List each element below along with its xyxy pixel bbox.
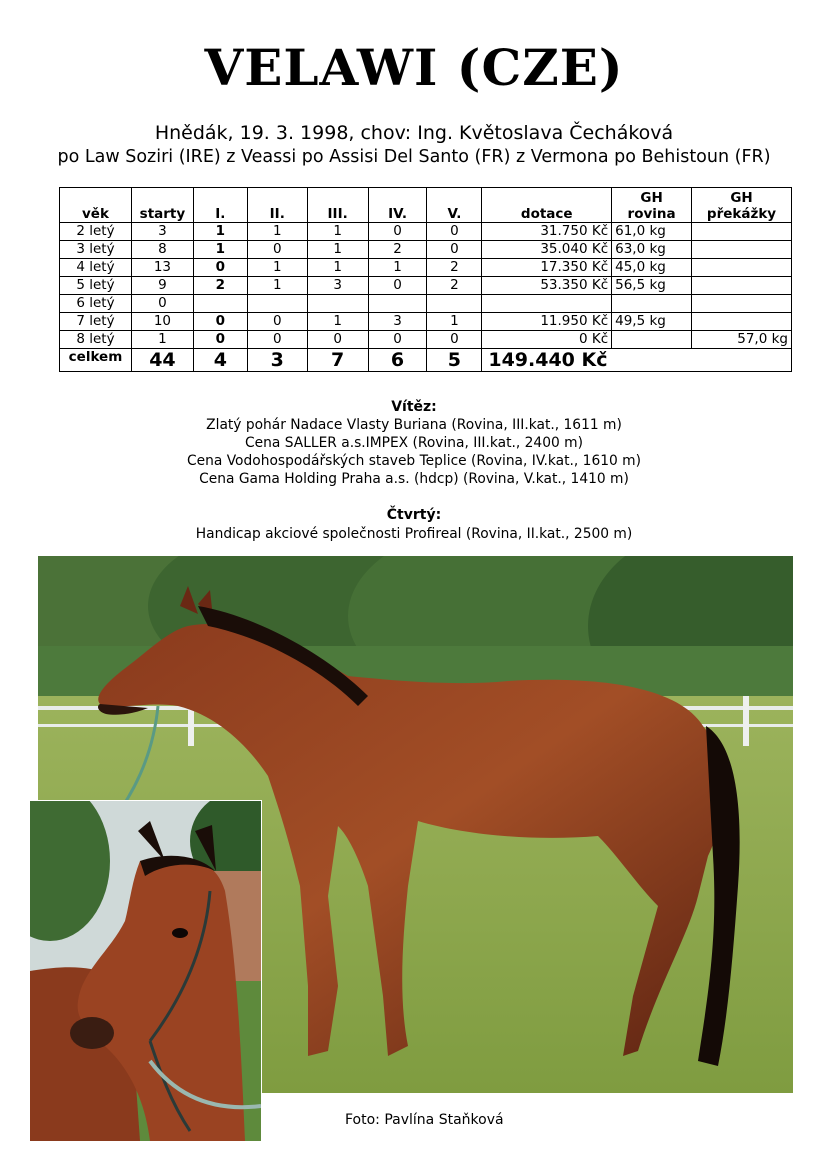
header-starts: starty — [131, 188, 193, 223]
table-cell: 3 — [368, 313, 427, 331]
total-starts: 44 — [131, 349, 193, 372]
table-cell: 0 — [307, 331, 368, 349]
table-cell — [482, 295, 612, 313]
table-cell: 2 — [193, 277, 247, 295]
race-stats-table — [59, 187, 792, 372]
table-cell: 2 — [427, 277, 482, 295]
table-cell: 0 — [247, 241, 307, 259]
pedigree-line: po Law Soziri (IRE) z Veassi po Assisi Del Santo (FR) z Vermona po Behistoun (FR) — [57, 147, 771, 167]
table-cell: 4 letý — [60, 259, 132, 277]
table-cell: 1 — [131, 331, 193, 349]
table-cell: 1 — [193, 223, 247, 241]
table-cell — [692, 241, 792, 259]
horse-info-line: Hnědák, 19. 3. 1998, chov: Ing. Květoslava Čecháková — [154, 122, 674, 144]
table-cell: 0 — [427, 223, 482, 241]
total-prize: 149.440 Kč — [482, 349, 792, 372]
table-cell — [193, 295, 247, 313]
header-gh-jumps: GH překážky — [692, 188, 792, 223]
table-cell: 9 — [131, 277, 193, 295]
table-cell — [612, 295, 692, 313]
total-fourth: 6 — [368, 349, 427, 372]
table-row — [60, 223, 792, 241]
winner-race: Cena Gama Holding Praha a.s. (hdcp) (Rovina, V.kat., 1410 m) — [199, 471, 629, 487]
total-second: 3 — [247, 349, 307, 372]
table-cell: 6 letý — [60, 295, 132, 313]
table-cell: 3 letý — [60, 241, 132, 259]
table-cell — [692, 223, 792, 241]
table-cell: 0 — [427, 241, 482, 259]
table-cell: 0 — [368, 223, 427, 241]
table-row — [60, 277, 792, 295]
table-cell: 1 — [247, 223, 307, 241]
table-cell: 1 — [247, 259, 307, 277]
table-cell: 1 — [307, 241, 368, 259]
table-cell: 63,0 kg — [612, 241, 692, 259]
header-first: I. — [193, 188, 247, 223]
winner-race: Cena SALLER a.s.IMPEX (Rovina, III.kat., 2400 m) — [245, 435, 583, 451]
table-cell: 0 — [193, 331, 247, 349]
table-cell: 0 — [131, 295, 193, 313]
table-cell — [612, 331, 692, 349]
table-cell: 49,5 kg — [612, 313, 692, 331]
photo-caption: Foto: Pavlína Staňková — [345, 1112, 504, 1128]
table-header-row — [60, 188, 792, 223]
table-cell: 61,0 kg — [612, 223, 692, 241]
table-cell: 13 — [131, 259, 193, 277]
total-third: 7 — [307, 349, 368, 372]
table-cell: 8 letý — [60, 331, 132, 349]
header-age: věk — [60, 188, 132, 223]
header-third: III. — [307, 188, 368, 223]
table-row — [60, 331, 792, 349]
table-cell: 11.950 Kč — [482, 313, 612, 331]
table-cell: 53.350 Kč — [482, 277, 612, 295]
table-cell: 5 letý — [60, 277, 132, 295]
table-cell — [692, 295, 792, 313]
fourth-title: Čtvrtý: — [386, 507, 442, 523]
header-second: II. — [247, 188, 307, 223]
table-cell: 1 — [307, 223, 368, 241]
table-cell: 8 — [131, 241, 193, 259]
total-label: celkem — [60, 349, 132, 372]
table-cell: 1 — [368, 259, 427, 277]
table-cell: 35.040 Kč — [482, 241, 612, 259]
winner-race: Cena Vodohospodářských staveb Teplice (Rovina, IV.kat., 1610 m) — [186, 453, 641, 469]
horse-name-title: VELAWI (CZE) — [204, 38, 624, 97]
table-cell: 57,0 kg — [692, 331, 792, 349]
table-cell: 0 — [247, 313, 307, 331]
table-cell: 3 — [131, 223, 193, 241]
total-first: 4 — [193, 349, 247, 372]
table-cell: 31.750 Kč — [482, 223, 612, 241]
table-cell: 1 — [307, 313, 368, 331]
table-cell — [307, 295, 368, 313]
table-row — [60, 259, 792, 277]
table-row — [60, 241, 792, 259]
total-fifth: 5 — [427, 349, 482, 372]
table-cell — [427, 295, 482, 313]
table-cell: 0 — [368, 277, 427, 295]
table-cell: 3 — [307, 277, 368, 295]
header-prize: dotace — [482, 188, 612, 223]
table-cell: 0 — [247, 331, 307, 349]
table-cell: 2 — [368, 241, 427, 259]
winner-race: Zlatý pohár Nadace Vlasty Buriana (Rovina, III.kat., 1611 m) — [206, 417, 622, 433]
table-cell: 7 letý — [60, 313, 132, 331]
table-row — [60, 295, 792, 313]
table-cell — [692, 277, 792, 295]
table-cell: 10 — [131, 313, 193, 331]
table-cell: 0 — [368, 331, 427, 349]
header-fifth: V. — [427, 188, 482, 223]
table-cell: 17.350 Kč — [482, 259, 612, 277]
table-cell: 56,5 kg — [612, 277, 692, 295]
table-row — [60, 313, 792, 331]
table-cell: 0 Kč — [482, 331, 612, 349]
table-cell — [692, 313, 792, 331]
fourth-race: Handicap akciové společnosti Profireal (Rovina, II.kat., 2500 m) — [195, 526, 633, 542]
table-cell: 0 — [193, 259, 247, 277]
table-cell — [368, 295, 427, 313]
table-cell: 0 — [427, 331, 482, 349]
table-cell — [247, 295, 307, 313]
table-cell: 1 — [307, 259, 368, 277]
table-cell: 0 — [193, 313, 247, 331]
table-cell: 45,0 kg — [612, 259, 692, 277]
header-gh-flat: GH rovina — [612, 188, 692, 223]
table-cell: 1 — [247, 277, 307, 295]
table-total-row — [60, 349, 792, 372]
winner-title: Vítěz: — [391, 399, 437, 415]
table-cell: 2 letý — [60, 223, 132, 241]
table-cell — [692, 259, 792, 277]
table-cell: 2 — [427, 259, 482, 277]
header-fourth: IV. — [368, 188, 427, 223]
table-cell: 1 — [427, 313, 482, 331]
horse-head-photo — [30, 800, 262, 1141]
table-cell: 1 — [193, 241, 247, 259]
